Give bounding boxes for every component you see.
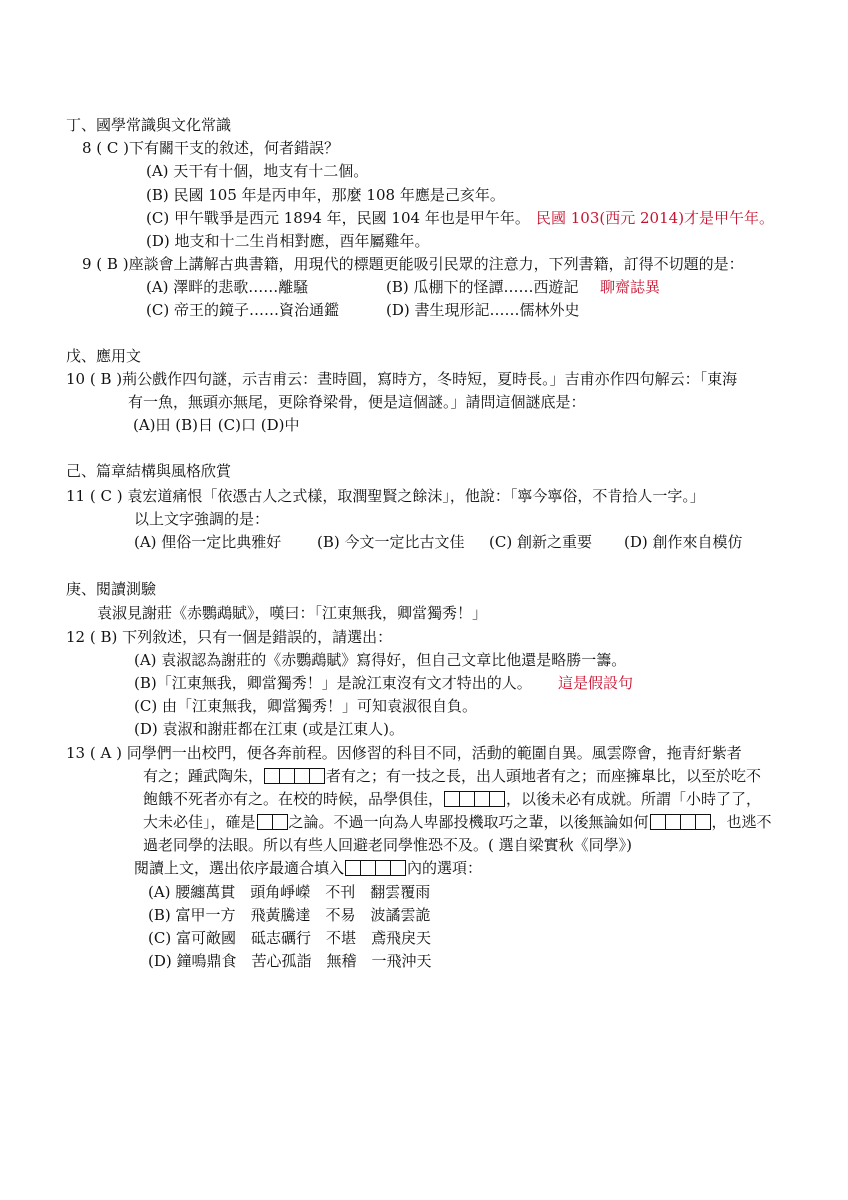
q13-line1: 13 ( A ) 同學們一出校門，便各奔前程。因修習的科目不同，活動的範圍自異。風雲際會，拖青紆紫者	[66, 744, 742, 762]
q13-line5: 過老同學的法眼。所以有些人回避老同學惟恐不及。( 選自梁實秋《同學》)	[143, 836, 632, 854]
blank-box-3	[257, 814, 288, 830]
q8-stem: 8 ( C )下有關干支的敘述，何者錯誤？	[82, 139, 340, 157]
q13-line2: 有之；踵武陶朱， 者有之；有一技之長，出人頭地者有之；而座擁臯比，以至於吃不	[143, 767, 762, 785]
q10-line1: 10 ( B )荊公戲作四句謎，示吉甫云：晝時圓，寫時方，冬時短，夏時長。」吉甫亦作四句解云：「東海	[66, 370, 738, 388]
q13-line4: 大未必佳」，確是 之論。不過一向為人卑鄙投機取巧之輩，以後無論如何 ，也逃不	[143, 813, 772, 831]
q10-options: (A)田 (B)日 (C)口 (D)中	[133, 416, 300, 434]
q11-option-b: (B) 今文一定比古文佳	[317, 533, 465, 551]
q9-stem: 9 ( B )座談會上講解古典書籍，用現代的標題更能吸引民眾的注意力，下列書籍，訂得不切題的是：	[82, 255, 744, 273]
q11-line2: 以上文字強調的是：	[134, 510, 270, 528]
q9-option-b: (B) 瓜棚下的怪譚……西遊記	[386, 278, 579, 296]
q9-option-c: (C) 帝王的鏡子……資治通鑑	[146, 301, 339, 319]
q13-instruction: 閱讀上文，選出依序最適合填入 內的選項：	[134, 859, 483, 877]
q8-annotation: 民國 103(西元 2014)才是甲午年。	[536, 209, 775, 227]
q13-option-c: (C) 富可敵國 砥志礪行 不堪 鳶飛戾天	[148, 929, 431, 947]
section-heading-wu: 戊、應用文	[66, 347, 142, 365]
q12-option-c: (C) 由「江東無我，卿當獨秀！」可知袁淑很自負。	[134, 697, 477, 715]
q8-option-b: (B) 民國 105 年是丙申年，那麼 108 年應是己亥年。	[146, 186, 505, 204]
section-heading-ji: 己、篇章結構與風格欣賞	[66, 462, 232, 480]
q11-line1: 11 ( C ) 袁宏道痛恨「依憑古人之式樣，取潤聖賢之餘沫」，他說：「寧今寧俗，不肯拾人一字。」	[66, 487, 705, 505]
q12-option-b: (B)「江東無我，卿當獨秀！」是說江東沒有文才特出的人。	[134, 674, 532, 692]
q12-stem: 12 ( B) 下列敘述，只有一個是錯誤的，請選出：	[66, 628, 393, 646]
q11-option-a: (A) 俚俗一定比典雅好	[134, 533, 282, 551]
q12-annotation: 這是假設句	[558, 674, 634, 692]
q9-annotation: 聊齋誌異	[600, 278, 661, 296]
blank-box-legend	[345, 860, 406, 876]
q13-option-b: (B) 富甲一方 飛黃騰達 不易 波譎雲詭	[148, 906, 431, 924]
reading-passage: 袁淑見謝莊《赤鸚鵡賦》，嘆曰：「江東無我，卿當獨秀！」	[97, 604, 488, 622]
q12-option-a: (A) 袁淑認為謝莊的《赤鸚鵡賦》寫得好，但自己文章比他還是略勝一籌。	[134, 651, 627, 669]
blank-box-2	[444, 791, 505, 807]
q9-option-a: (A) 澤畔的悲歌……離騷	[146, 278, 309, 296]
q11-option-c: (C) 創新之重要	[489, 533, 592, 551]
q13-line3: 飽餓不死者亦有之。在校的時候，品學俱佳， ，以後未必有成就。所謂「小時了了，	[143, 790, 762, 808]
q11-option-d: (D) 創作來自模仿	[624, 533, 743, 551]
q9-option-d: (D) 書生現形記……儒林外史	[386, 301, 580, 319]
blank-box-4	[650, 814, 711, 830]
q13-option-d: (D) 鐘鳴鼎食 苦心孤詣 無稽 一飛沖天	[148, 952, 432, 970]
q10-line2: 有一魚，無頭亦無尾，更除脊梁骨，便是這個謎。」請問這個謎底是：	[128, 393, 586, 411]
blank-box-1	[264, 768, 325, 784]
section-heading-ding: 丁、國學常識與文化常識	[66, 116, 232, 134]
section-heading-geng: 庚、閱讀測驗	[66, 580, 157, 598]
q13-option-a: (A) 腰纏萬貫 頭角崢嶸 不刊 翻雲覆雨	[148, 883, 431, 901]
q8-option-a: (A) 天干有十個，地支有十二個。	[146, 162, 369, 180]
q8-option-d: (D) 地支和十二生肖相對應，酉年屬雞年。	[146, 232, 430, 250]
q12-option-d: (D) 袁淑和謝莊都在江東 (或是江東人)。	[134, 720, 404, 738]
q8-option-c: (C) 甲午戰爭是西元 1894 年，民國 104 年也是甲午年。	[146, 209, 530, 227]
